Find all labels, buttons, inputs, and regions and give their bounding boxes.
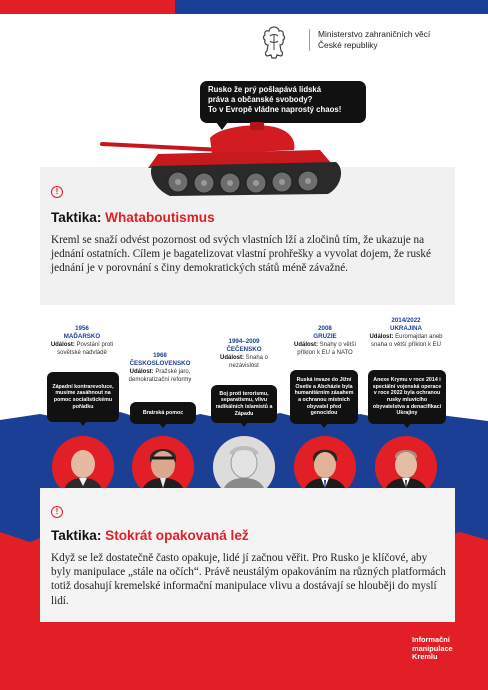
footer-line-1: Informační (412, 635, 450, 644)
bubble-line-2: práva a občanské svobody? (208, 95, 313, 104)
timeline-event (212, 355, 276, 370)
tactic-2-body: Když se lež dostatečně často opakuje, lidé jí začnou věřit. Pro Rusko je klíčové, aby byly manipulace „stále na očích“. Právě neustálým opakováním na různých platformách totiž dosahují kremelské informační manipulace vlivu a dostávají se hlouběji do myslí lidí. (51, 552, 446, 607)
event-label: Událost: (369, 334, 394, 340)
ministry-line-1: Ministerstvo zahraničních věcí (318, 29, 431, 39)
bubble-line-3: To v Evropě vládne naprostý chaos! (208, 105, 342, 114)
warning-icon: ! (51, 186, 63, 198)
tactic-1-name: Whataboutismus (105, 210, 215, 225)
timeline-country: ČESKOSLOVENSKO (129, 359, 191, 367)
event-text: Euromajdan aneb snaha o větší příklon k EU (370, 334, 443, 348)
timeline-claim-tail (320, 423, 328, 428)
timeline-country: ČEČENSKO (226, 345, 262, 353)
timeline-year: 1994–2009 (228, 338, 260, 345)
timeline-claim-tail (79, 421, 87, 426)
timeline-event (50, 342, 114, 357)
event-text: Pražské jaro, demokratizační reformy (128, 369, 192, 383)
timeline-claim-1: Západní kontrarevoluce, musíme zasáhnout na pomoc socialistickému pořádku (47, 372, 119, 422)
timeline-claim-2: Bratrská pomoc (130, 402, 196, 424)
timeline-country: MAĎARSKO (63, 332, 101, 340)
timeline-item-1 (50, 325, 114, 357)
ministry-line-2: České republiky (318, 40, 378, 50)
timeline-claim-tail (403, 423, 411, 428)
tactic-2-name: Stokrát opakovaná lež (105, 528, 249, 543)
timeline-country: GRUZIE (313, 332, 337, 340)
timeline-item-2 (128, 352, 192, 384)
timeline-year: 2014/2022 (391, 317, 421, 324)
warning-icon: ! (51, 506, 63, 518)
event-text: Snahy o větší příklon k EU a NATO (297, 342, 357, 356)
timeline-event (128, 369, 192, 384)
bubble-line-1: Rusko že prý pošlapává lidská (208, 85, 322, 94)
timeline-item-4 (290, 325, 360, 357)
timeline-claim-5: Anexe Krymu v roce 2014 i speciální vojenská operace v roce 2022 byla ochranou rusky mluvícího obyvatelstva a denacifikací Ukrajiny (368, 370, 446, 424)
timeline-claim-tail (240, 422, 248, 427)
event-label: Událost: (219, 355, 244, 361)
event-label: Událost: (129, 369, 154, 375)
footer-brand (412, 636, 453, 662)
timeline-year: 1968 (153, 352, 167, 359)
timeline-claim-3: Boj proti terorismu, separatismu, vlivu radikálních islamistů a Západu (211, 385, 277, 423)
tactic-2-title (51, 528, 249, 543)
tactic-1-body: Kreml se snaží odvést pozornost od svých vlastních lží a zločinů tím, že ukazuje na jednání ostatních. Cílem je bagatelizovat vlastní prohřešky a vyvolat dojem, že ruské jednání je v porovnání s činy demokratických států méně závažné. (51, 234, 431, 275)
timeline-claim-4: Ruská invaze do Jižní Osetie a Abcházie byla humanitárním zásahem a ochranou místních obyvatel před genocidou (290, 370, 358, 424)
timeline-claim-tail (159, 423, 167, 428)
timeline-year: 2008 (318, 325, 332, 332)
footer-line-3: Kremlu (412, 652, 438, 662)
timeline-item-5 (368, 317, 444, 349)
tactic-1-title (51, 210, 215, 225)
event-label: Událost: (293, 342, 318, 348)
tactic-1-prefix: Taktika: (51, 210, 102, 225)
ministry-name (309, 29, 479, 51)
timeline-event (368, 334, 444, 349)
timeline-event (290, 342, 360, 357)
timeline-item-3 (212, 338, 276, 370)
timeline-year: 1956 (75, 325, 89, 332)
event-text: Snaha o nezávislost (229, 355, 269, 369)
event-label: Událost: (50, 342, 75, 348)
tactic-2-prefix: Taktika: (51, 528, 102, 543)
footer-line-2: manipulace (412, 643, 453, 653)
event-text: Povstání proti sovětské nadvládě (57, 342, 114, 356)
czech-coat-of-arms-icon (257, 24, 291, 60)
top-red-stripe (0, 0, 175, 14)
tank-illustration (100, 110, 370, 206)
timeline-country: UKRAJINA (390, 324, 422, 332)
